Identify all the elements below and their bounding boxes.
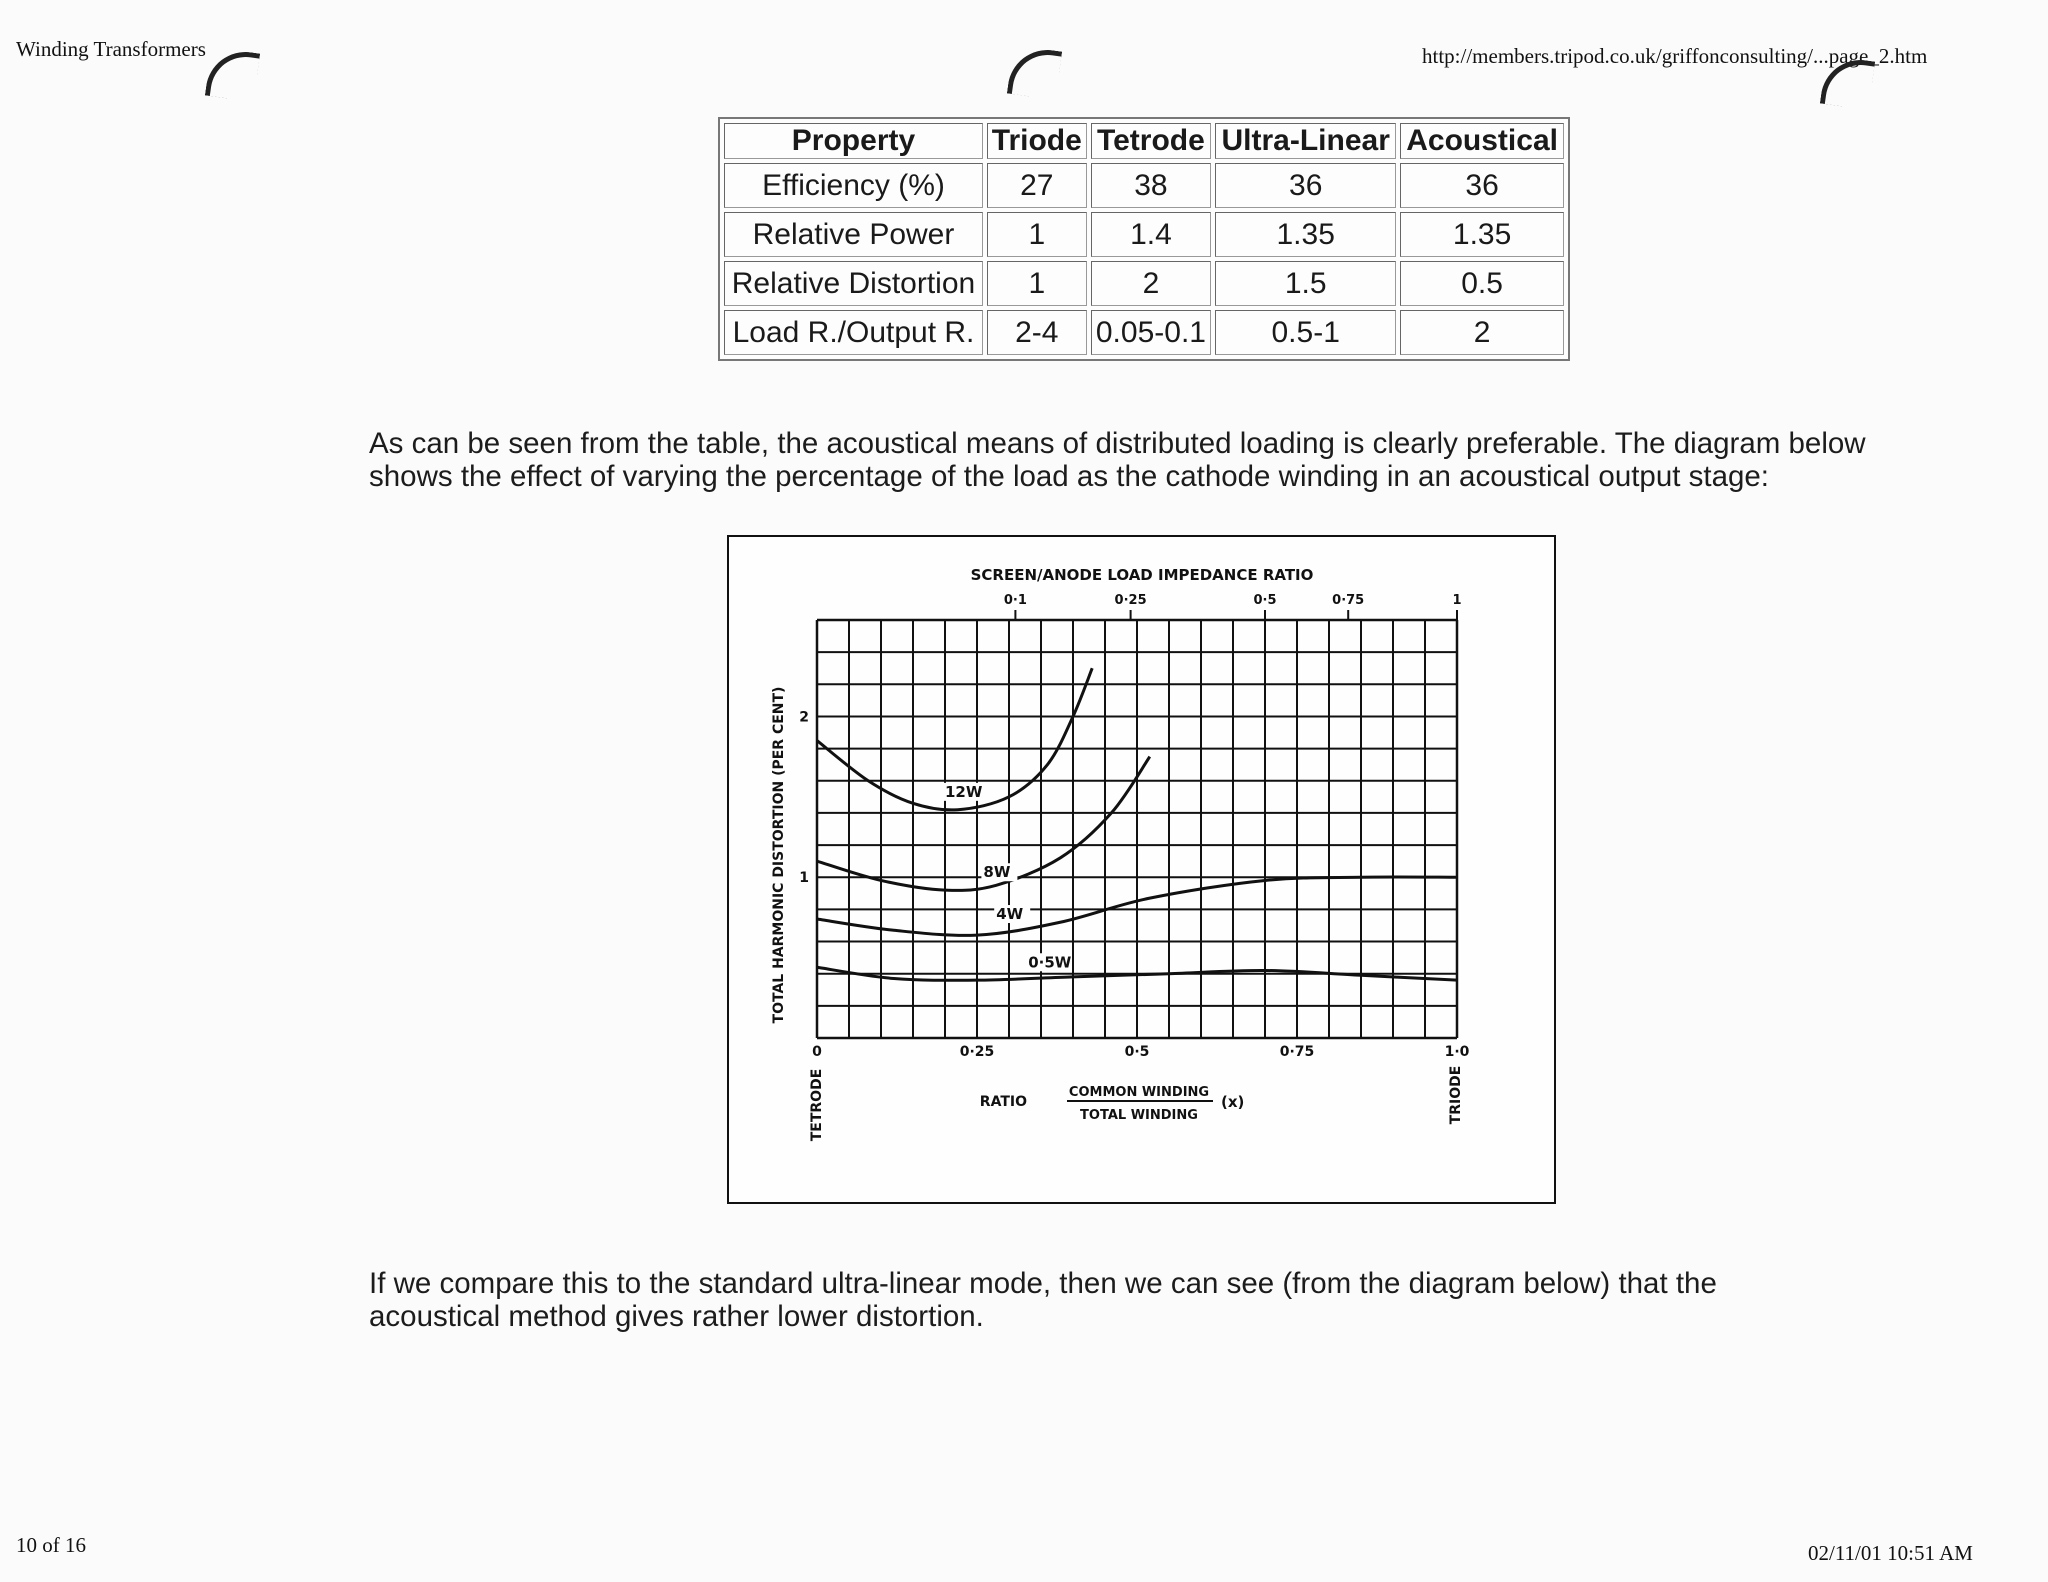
y-axis-title: TOTAL HARMONIC DISTORTION (PER CENT): [771, 686, 787, 1024]
header-url: http://members.tripod.co.uk/griffonconsulting/...page_2.htm: [1422, 44, 1928, 68]
table-cell: 27: [987, 163, 1087, 208]
x-tick-label: 0·75: [1279, 1044, 1315, 1060]
table-cell: 1: [987, 212, 1087, 257]
table-cell: 2: [1091, 261, 1212, 306]
triode-end-label: TRIODE: [1448, 1065, 1464, 1125]
print-datetime: 02/11/01 10:51 AM: [1808, 1541, 1973, 1565]
table-cell: 36: [1400, 163, 1564, 208]
table-cell: 1.35: [1400, 212, 1564, 257]
curve-label: 12W: [945, 782, 983, 801]
table-cell: 2: [1400, 310, 1564, 355]
table-cell: Relative Distortion: [724, 261, 983, 306]
figure-border: [728, 536, 1555, 1203]
table-header-cell: Property: [724, 123, 983, 159]
curve-label: 0·5W: [1028, 953, 1072, 972]
distortion-diagram: [727, 535, 1556, 1204]
curve-label: 4W: [996, 905, 1024, 924]
table-row: [724, 261, 1564, 306]
table-cell: 1.35: [1215, 212, 1396, 257]
body-paragraph: If we compare this to the standard ultra-linear mode, then we can see (from the diagram below) that the acoustical method gives rather lower distortion.: [369, 1266, 1717, 1333]
table-row: [724, 212, 1564, 257]
table-cell: 0.5: [1400, 261, 1564, 306]
table-cell: 38: [1091, 163, 1212, 208]
properties-table: [718, 117, 1570, 361]
page-curl-mark: [205, 47, 260, 102]
body-paragraph: As can be seen from the table, the acoustical means of distributed loading is clearly preferable. The diagram below shows the effect of varying the percentage of the load as the cathode winding in an acoustical output stage:: [369, 426, 1866, 493]
table-cell: Relative Power: [724, 212, 983, 257]
x-axis-numerator: COMMON WINDING: [1068, 1085, 1210, 1100]
table-cell: 1: [987, 261, 1087, 306]
header-title: Winding Transformers: [16, 37, 206, 61]
table-cell: Efficiency (%): [724, 163, 983, 208]
table-header-cell: Tetrode: [1091, 123, 1212, 159]
table-cell: 0.5-1: [1215, 310, 1396, 355]
table-header-cell: Triode: [987, 123, 1087, 159]
table-cell: Load R./Output R.: [724, 310, 983, 355]
top-axis-title: SCREEN/ANODE LOAD IMPEDANCE RATIO: [970, 566, 1314, 584]
top-tick-label: 0·75: [1332, 593, 1365, 608]
x-tick-label: 0·25: [959, 1044, 995, 1060]
table-row: [724, 163, 1564, 208]
table-cell: 1.5: [1215, 261, 1396, 306]
x-tick-label: 0·5: [1124, 1044, 1150, 1060]
x-tick-label: 1·0: [1444, 1044, 1470, 1060]
table-header-row: [724, 123, 1564, 159]
x-tick-label: 0: [812, 1044, 822, 1060]
top-tick-label: 1: [1452, 593, 1462, 608]
table-row: [724, 310, 1564, 355]
page-number: 10 of 16: [16, 1533, 86, 1557]
x-axis-word: RATIO: [979, 1094, 1027, 1110]
table-header-cell: Ultra-Linear: [1215, 123, 1396, 159]
x-axis-denominator: TOTAL WINDING: [1080, 1108, 1198, 1123]
y-tick-label: 2: [799, 709, 809, 726]
top-tick-label: 0·5: [1253, 593, 1277, 608]
curve-label: 8W: [983, 863, 1011, 882]
x-axis-symbol: (x): [1221, 1093, 1245, 1111]
y-tick-label: 1: [799, 870, 809, 887]
top-tick-label: 0·25: [1114, 593, 1147, 608]
table-cell: 2-4: [987, 310, 1087, 355]
table-cell: 1.4: [1091, 212, 1212, 257]
tetrode-end-label: TETRODE: [809, 1068, 825, 1142]
table-cell: 0.05-0.1: [1091, 310, 1212, 355]
table-header-cell: Acoustical: [1400, 123, 1564, 159]
table-cell: 36: [1215, 163, 1396, 208]
page-curl-mark: [1007, 45, 1062, 100]
top-tick-label: 0·1: [1003, 593, 1027, 608]
